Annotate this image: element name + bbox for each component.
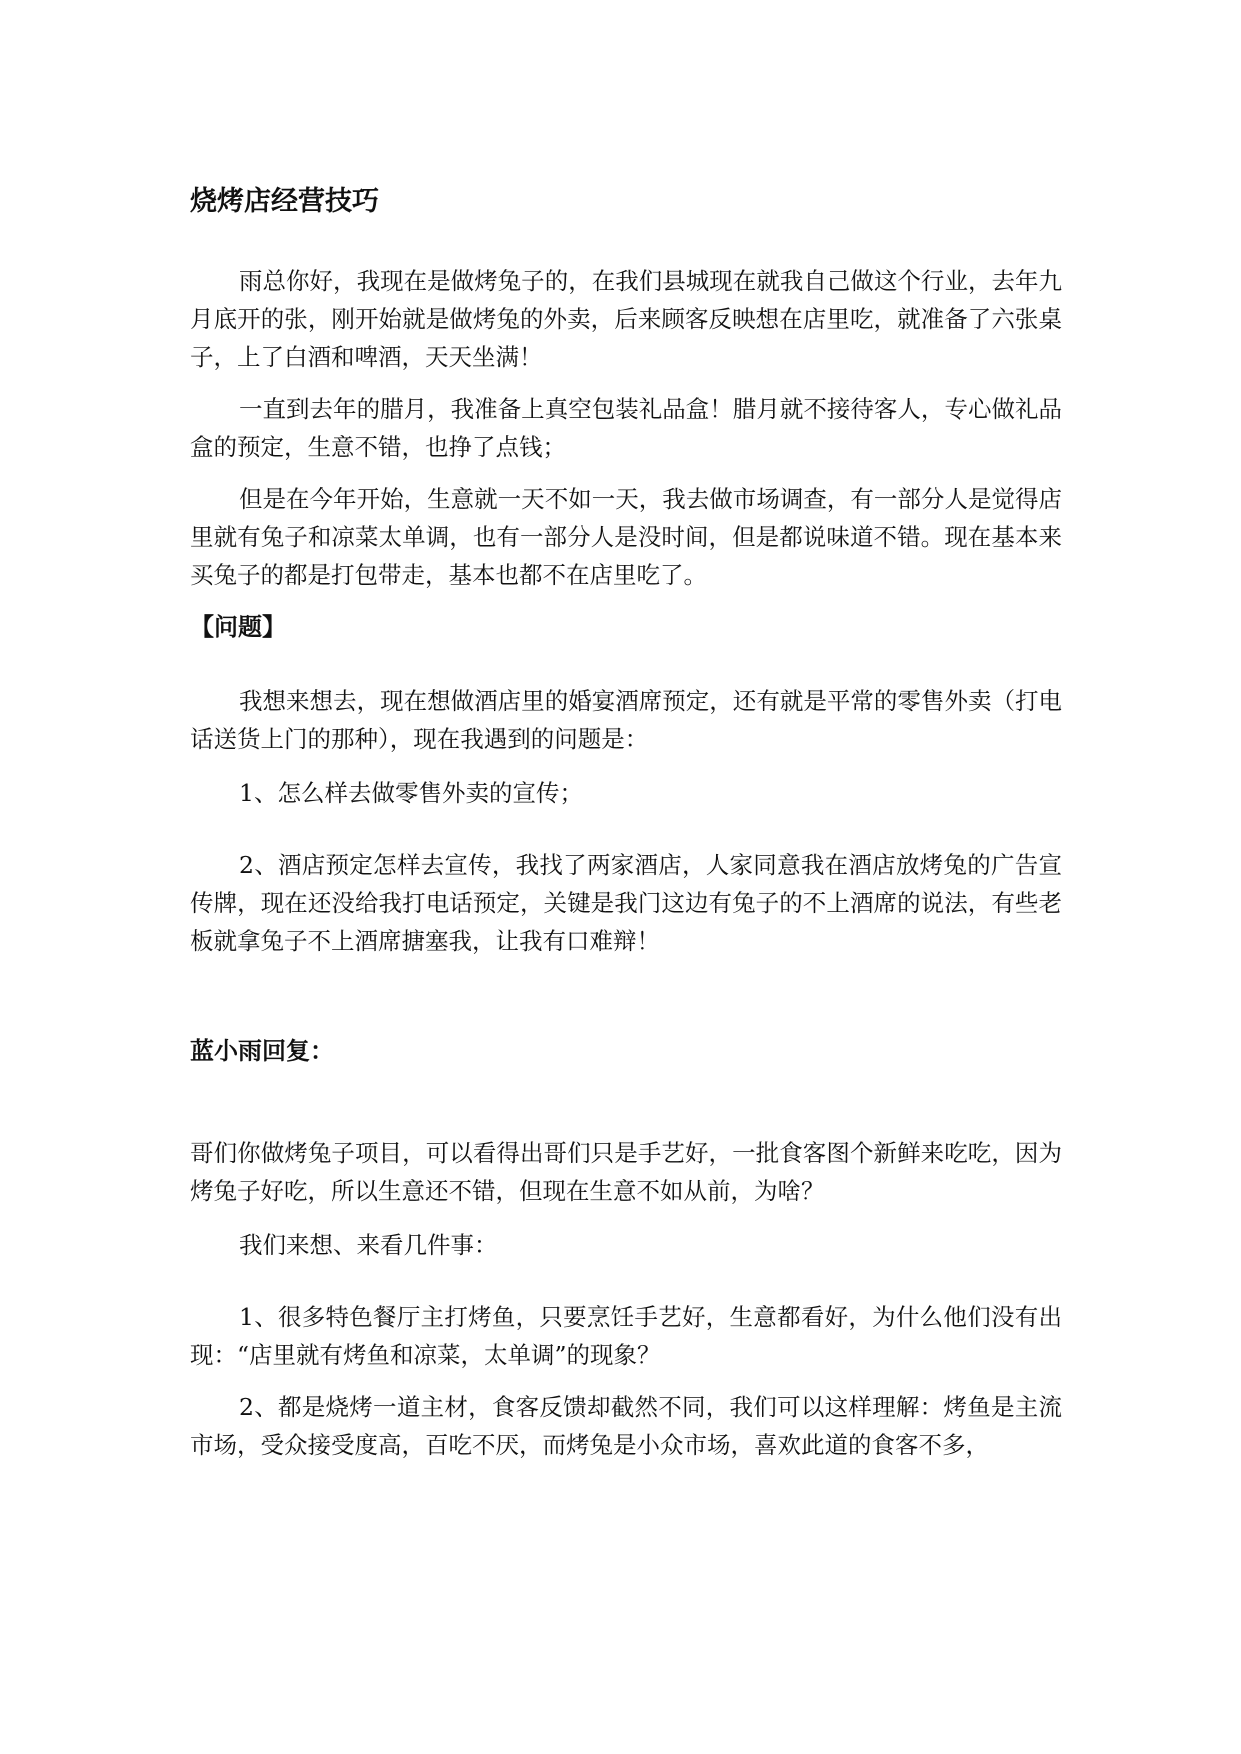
question-paragraph-2: 一直到去年的腊月，我准备上真空包装礼品盒！腊月就不接待客人，专心做礼品盒的预定，生意不错，也挣了点钱； (190, 395, 1062, 461)
question-paragraph-3: 但是在今年开始，生意就一天不如一天，我去做市场调查，有一部分人是觉得店里就有兔子和凉菜太单调，也有一部分人是没时间，但是都说味道不错。现在基本来买兔子的都是打包带走，基本也都不在店里吃了。 (190, 485, 1062, 589)
reply-item-1: 1、很多特色餐厅主打烤鱼，只要烹饪手艺好，生意都看好，为什么他们没有出现：“店里就有烤鱼和凉菜，太单调”的现象？ (190, 1303, 1062, 1369)
problem-paragraph-1: 我想来想去，现在想做酒店里的婚宴酒席预定，还有就是平常的零售外卖（打电话送货上门的那种），现在我遇到的问题是： (190, 687, 1062, 753)
reply-paragraph-1: 哥们你做烤兔子项目，可以看得出哥们只是手艺好，一批食客图个新鲜来吃吃，因为烤兔子好吃，所以生意还不错，但现在生意不如从前，为啥？ (190, 1139, 1062, 1205)
problem-heading: 【问题】 (190, 613, 286, 641)
problem-item-2: 2、酒店预定怎样去宣传，我找了两家酒店，人家同意我在酒店放烤兔的广告宣传牌，现在还没给我打电话预定，关键是我门这边有兔子的不上酒席的说法，有些老板就拿兔子不上酒席搪塞我，让我有口难辩！ (190, 851, 1062, 955)
reply-item-2: 2、都是烧烤一道主材，食客反馈却截然不同，我们可以这样理解：烤鱼是主流市场，受众接受度高，百吃不厌，而烤兔是小众市场，喜欢此道的食客不多， (190, 1393, 1062, 1459)
document-title: 烧烤店经营技巧 (190, 186, 379, 217)
reply-paragraph-2: 我们来想、来看几件事： (239, 1231, 498, 1259)
question-paragraph-1: 雨总你好，我现在是做烤兔子的，在我们县城现在就我自己做这个行业，去年九月底开的张，刚开始就是做烤兔的外卖，后来顾客反映想在店里吃，就准备了六张桌子，上了白酒和啤酒，天天坐满！ (190, 267, 1062, 371)
problem-item-1: 1、怎么样去做零售外卖的宣传； (239, 779, 583, 807)
reply-heading: 蓝小雨回复： (190, 1037, 334, 1065)
